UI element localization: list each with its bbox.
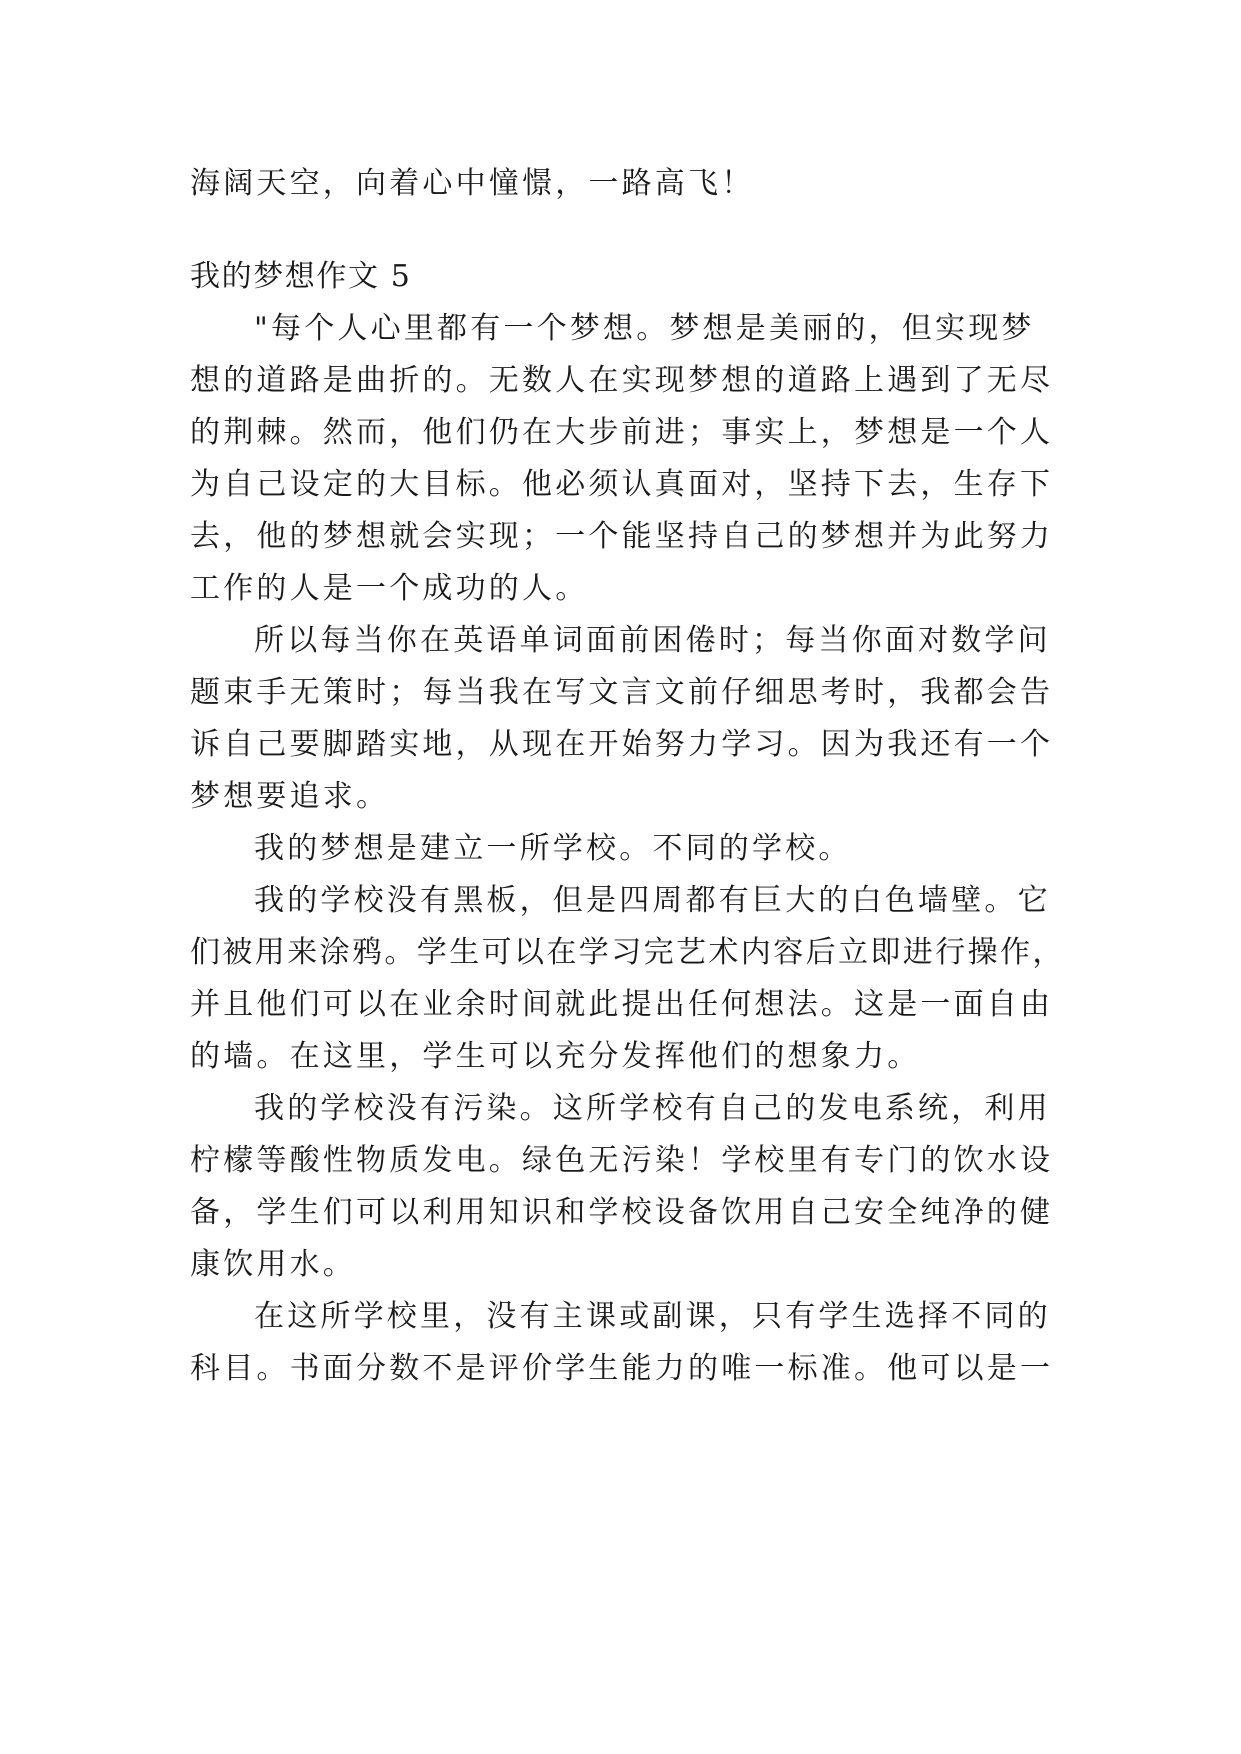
text-line: 我的梦想是建立一所学校。不同的学校。 [254, 831, 852, 866]
text-line: "每个人心里都有一个梦想。梦想是美丽的，但实现梦 [254, 311, 1035, 346]
text-line: 我的学校没有黑板，但是四周都有巨大的白色墙壁。它 [254, 883, 1051, 918]
text-line: 工作的人是一个成功的人。 [190, 571, 589, 606]
text-line: 所以每当你在英语单词面前困倦时；每当你面对数学问 [254, 623, 1051, 658]
text-line: 的荆棘。然而，他们仍在大步前进；事实上，梦想是一个人 [190, 415, 1054, 450]
text-line: 柠檬等酸性物质发电。绿色无污染！学校里有专门的饮水设 [190, 1143, 1054, 1178]
text-line: 的墙。在这里，学生可以充分发挥他们的想象力。 [190, 1039, 921, 1074]
text-line: 去，他的梦想就会实现；一个能坚持自己的梦想并为此努力 [190, 519, 1054, 554]
text-line: 诉自己要脚踏实地，从现在开始努力学习。因为我还有一个 [190, 727, 1054, 762]
text-line: 海阔天空，向着心中憧憬，一路高飞！ [190, 166, 755, 201]
text-line: 康饮用水。 [190, 1247, 356, 1282]
text-line: 梦想要追求。 [190, 779, 390, 814]
text-line: 科目。书面分数不是评价学生能力的唯一标准。他可以是一 [190, 1351, 1054, 1386]
text-line: 在这所学校里，没有主课或副课，只有学生选择不同的 [254, 1299, 1051, 1334]
text-line: 们被用来涂鸦。学生可以在学习完艺术内容后立即进行操作， [190, 935, 1065, 970]
text-line: 备，学生们可以利用知识和学校设备饮用自己安全纯净的健 [190, 1195, 1054, 1230]
text-line: 并且他们可以在业余时间就此提出任何想法。这是一面自由 [190, 987, 1054, 1022]
text-line: 题束手无策时；每当我在写文言文前仔细思考时，我都会告 [190, 675, 1054, 710]
text-line: 为自己设定的大目标。他必须认真面对，坚持下去，生存下 [190, 467, 1054, 502]
section-title: 我的梦想作文 5 [190, 259, 412, 294]
text-line: 想的道路是曲折的。无数人在实现梦想的道路上遇到了无尽 [190, 363, 1054, 398]
text-line: 我的学校没有污染。这所学校有自己的发电系统，利用 [254, 1091, 1051, 1126]
